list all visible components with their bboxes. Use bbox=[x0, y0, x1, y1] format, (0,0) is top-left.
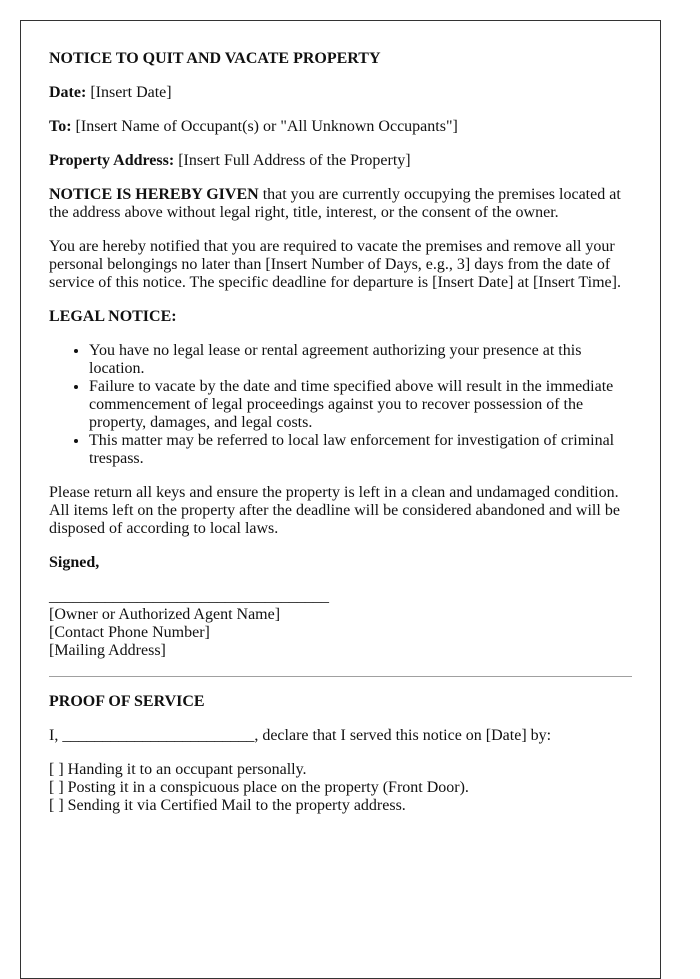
signed-label: Signed, bbox=[49, 554, 100, 571]
declaration-blank: ________________________ bbox=[62, 727, 255, 744]
document-title: NOTICE TO QUIT AND VACATE PROPERTY bbox=[49, 50, 381, 67]
legal-notice-item: • This matter may be referred to local law enforcement for investigation of criminal trespass. bbox=[89, 432, 632, 468]
notice-body: that you are currently occupying the premises located at the address above without legal right, title, interest, or the consent of the owner. bbox=[49, 186, 621, 221]
signer-address: [Mailing Address] bbox=[49, 642, 166, 659]
section-divider bbox=[49, 676, 632, 677]
legal-notice-item: • You have no legal lease or rental agreement authorizing your presence at this location. bbox=[89, 342, 632, 378]
notice-paragraph bbox=[49, 186, 632, 222]
vacate-paragraph: You are hereby notified that you are required to vacate the premises and remove all your personal belongings no later than [Insert Number of Days, e.g., 3] days from the date of service of this notice. The specific deadline for departure is [Insert Date] at [Insert Time]. bbox=[49, 238, 621, 291]
declaration-suffix: , declare that I served this notice on [Date] by: bbox=[254, 727, 552, 744]
signature-line: ___________________________________ bbox=[49, 588, 329, 605]
proof-of-service-heading: PROOF OF SERVICE bbox=[49, 693, 205, 710]
date-value: [Insert Date] bbox=[90, 84, 172, 101]
property-address-field bbox=[49, 152, 632, 170]
notice-document bbox=[20, 20, 661, 979]
to-value: [Insert Name of Occupant(s) or "All Unknown Occupants"] bbox=[75, 118, 458, 135]
legal-notice-heading: LEGAL NOTICE: bbox=[49, 308, 177, 325]
signer-phone: [Contact Phone Number] bbox=[49, 624, 210, 641]
legal-notice-list bbox=[49, 342, 632, 468]
declaration-line bbox=[49, 727, 632, 745]
property-address-value: [Insert Full Address of the Property] bbox=[178, 152, 411, 169]
declaration-prefix: I, bbox=[49, 727, 63, 744]
date-label: Date: bbox=[49, 84, 87, 101]
signer-name: [Owner or Authorized Agent Name] bbox=[49, 606, 281, 623]
service-method-list bbox=[49, 761, 632, 815]
legal-notice-item: • Failure to vacate by the date and time specified above will result in the immediate commencement of legal proceedings against you to recover possession of the property, damages, and legal costs. bbox=[89, 378, 632, 432]
to-label: To: bbox=[49, 118, 72, 135]
service-method-item: [ ] Posting it in a conspicuous place on the property (Front Door). bbox=[49, 779, 469, 796]
signature-block bbox=[49, 588, 632, 660]
service-method-item: [ ] Handing it to an occupant personally. bbox=[49, 761, 307, 778]
property-address-label: Property Address: bbox=[49, 152, 175, 169]
notice-lead: NOTICE IS HEREBY GIVEN bbox=[49, 186, 259, 203]
closing-paragraph: Please return all keys and ensure the property is left in a clean and undamaged condition. All items left on the property after the deadline will be considered abandoned and will be disposed of according to local laws. bbox=[49, 484, 620, 537]
date-field bbox=[49, 84, 632, 102]
service-method-item: [ ] Sending it via Certified Mail to the property address. bbox=[49, 797, 406, 814]
to-field bbox=[49, 118, 632, 136]
